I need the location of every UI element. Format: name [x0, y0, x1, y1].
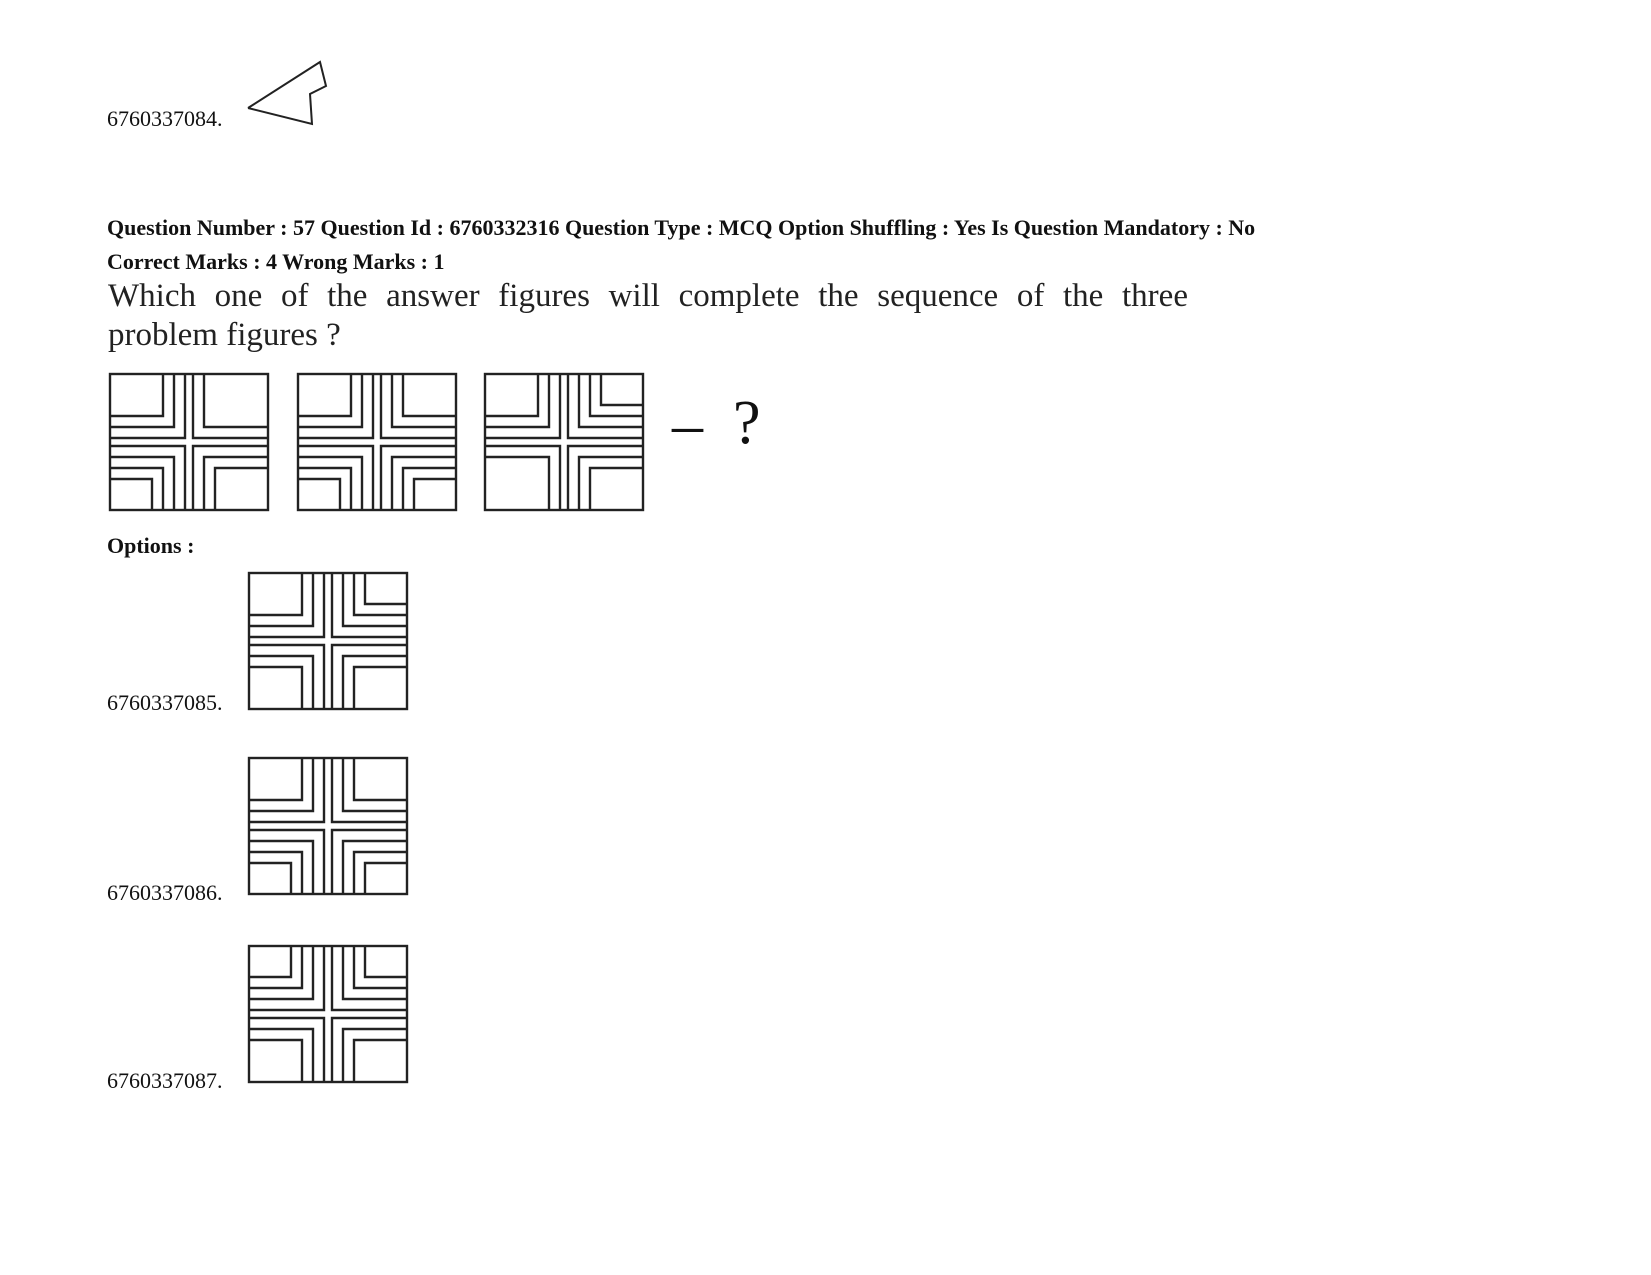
corner-line: [110, 468, 163, 510]
corner-line: [354, 1040, 407, 1082]
corner-line: [249, 946, 313, 999]
corner-line: [579, 457, 643, 510]
corner-line: [204, 374, 268, 427]
corner-line: [249, 946, 291, 977]
corner-line: [343, 573, 407, 626]
corner-line: [110, 457, 174, 510]
corner-line: [249, 758, 313, 811]
option-id-1: 6760337085.: [107, 690, 223, 715]
corner-line: [343, 841, 407, 894]
options-heading: Options :: [107, 533, 195, 558]
question-word: will: [608, 278, 660, 314]
corner-line: [249, 758, 302, 800]
figure-frame: [110, 374, 268, 510]
question-word: figures: [498, 278, 590, 314]
corner-line: [249, 573, 302, 615]
sequence-question-mark: ?: [733, 389, 761, 457]
figure-frame: [249, 758, 407, 894]
corner-line: [485, 457, 549, 510]
corner-line: [249, 573, 313, 626]
figure-frame: [298, 374, 456, 510]
corner-line: [414, 479, 456, 510]
question-word: complete: [678, 278, 800, 314]
corner-line: [365, 863, 407, 894]
corner-line: [110, 479, 152, 510]
option-figure-1[interactable]: [247, 571, 409, 711]
problem-figure-1: [108, 372, 270, 512]
corner-line: [249, 863, 291, 894]
question-word: Which: [108, 278, 196, 314]
question-word: answer: [386, 278, 480, 314]
corner-line: [354, 946, 407, 988]
question-text: [108, 278, 1188, 354]
question-word: of: [280, 278, 309, 314]
corner-line: [298, 374, 362, 427]
corner-line: [392, 457, 456, 510]
corner-line: [343, 946, 407, 999]
corner-line: [249, 1029, 313, 1082]
figure-frame: [249, 573, 407, 709]
corner-line: [298, 479, 340, 510]
option-id-2: 6760337086.: [107, 880, 223, 905]
corner-line: [249, 852, 302, 894]
sequence-dash: –: [672, 391, 703, 459]
prev-option-id: 6760337084.: [107, 106, 223, 131]
question-word: sequence: [877, 278, 999, 314]
corner-line: [579, 374, 643, 427]
question-word: of: [1016, 278, 1045, 314]
corner-line: [601, 374, 643, 405]
figure-frame: [485, 374, 643, 510]
question-text-line1: [108, 278, 1188, 315]
corner-line: [343, 758, 407, 811]
corner-line: [485, 374, 538, 416]
corner-line: [249, 946, 302, 988]
question-meta-line2: Correct Marks : 4 Wrong Marks : 1: [107, 249, 445, 274]
corner-line: [343, 1029, 407, 1082]
corner-line: [590, 374, 643, 416]
corner-line: [249, 841, 313, 894]
corner-line: [298, 468, 351, 510]
problem-figure-2: [296, 372, 458, 512]
corner-line: [110, 374, 174, 427]
corner-line: [354, 758, 407, 800]
corner-line: [298, 457, 362, 510]
corner-line: [354, 852, 407, 894]
question-text-line2: problem figures ?: [108, 317, 341, 353]
option-figure-2[interactable]: [247, 756, 409, 896]
corner-line: [249, 1040, 302, 1082]
corner-line: [110, 374, 163, 416]
corner-line: [590, 468, 643, 510]
corner-line: [249, 667, 302, 709]
corner-line: [403, 468, 456, 510]
corner-line: [365, 573, 407, 604]
question-meta-line1: Question Number : 57 Question Id : 6760332316 Question Type : MCQ Option Shuffling : Yes Is Question Mandatory : No: [107, 215, 1256, 240]
corner-line: [354, 573, 407, 615]
question-word: the: [327, 278, 368, 314]
question-word: the: [1063, 278, 1104, 314]
corner-line: [343, 656, 407, 709]
question-word: one: [214, 278, 263, 314]
corner-line: [403, 374, 456, 416]
option-id-3: 6760337087.: [107, 1068, 223, 1093]
question-word: three: [1122, 278, 1188, 314]
option-figure-3[interactable]: [247, 944, 409, 1084]
corner-line: [365, 946, 407, 977]
figure-frame: [249, 946, 407, 1082]
corner-line: [392, 374, 456, 427]
question-word: the: [818, 278, 859, 314]
corner-line: [249, 656, 313, 709]
corner-line: [298, 374, 351, 416]
problem-figure-3: [483, 372, 645, 512]
prev-option-figure: [244, 60, 328, 135]
corner-line: [354, 667, 407, 709]
corner-line: [485, 374, 549, 427]
corner-line: [204, 457, 268, 510]
corner-line: [215, 468, 268, 510]
